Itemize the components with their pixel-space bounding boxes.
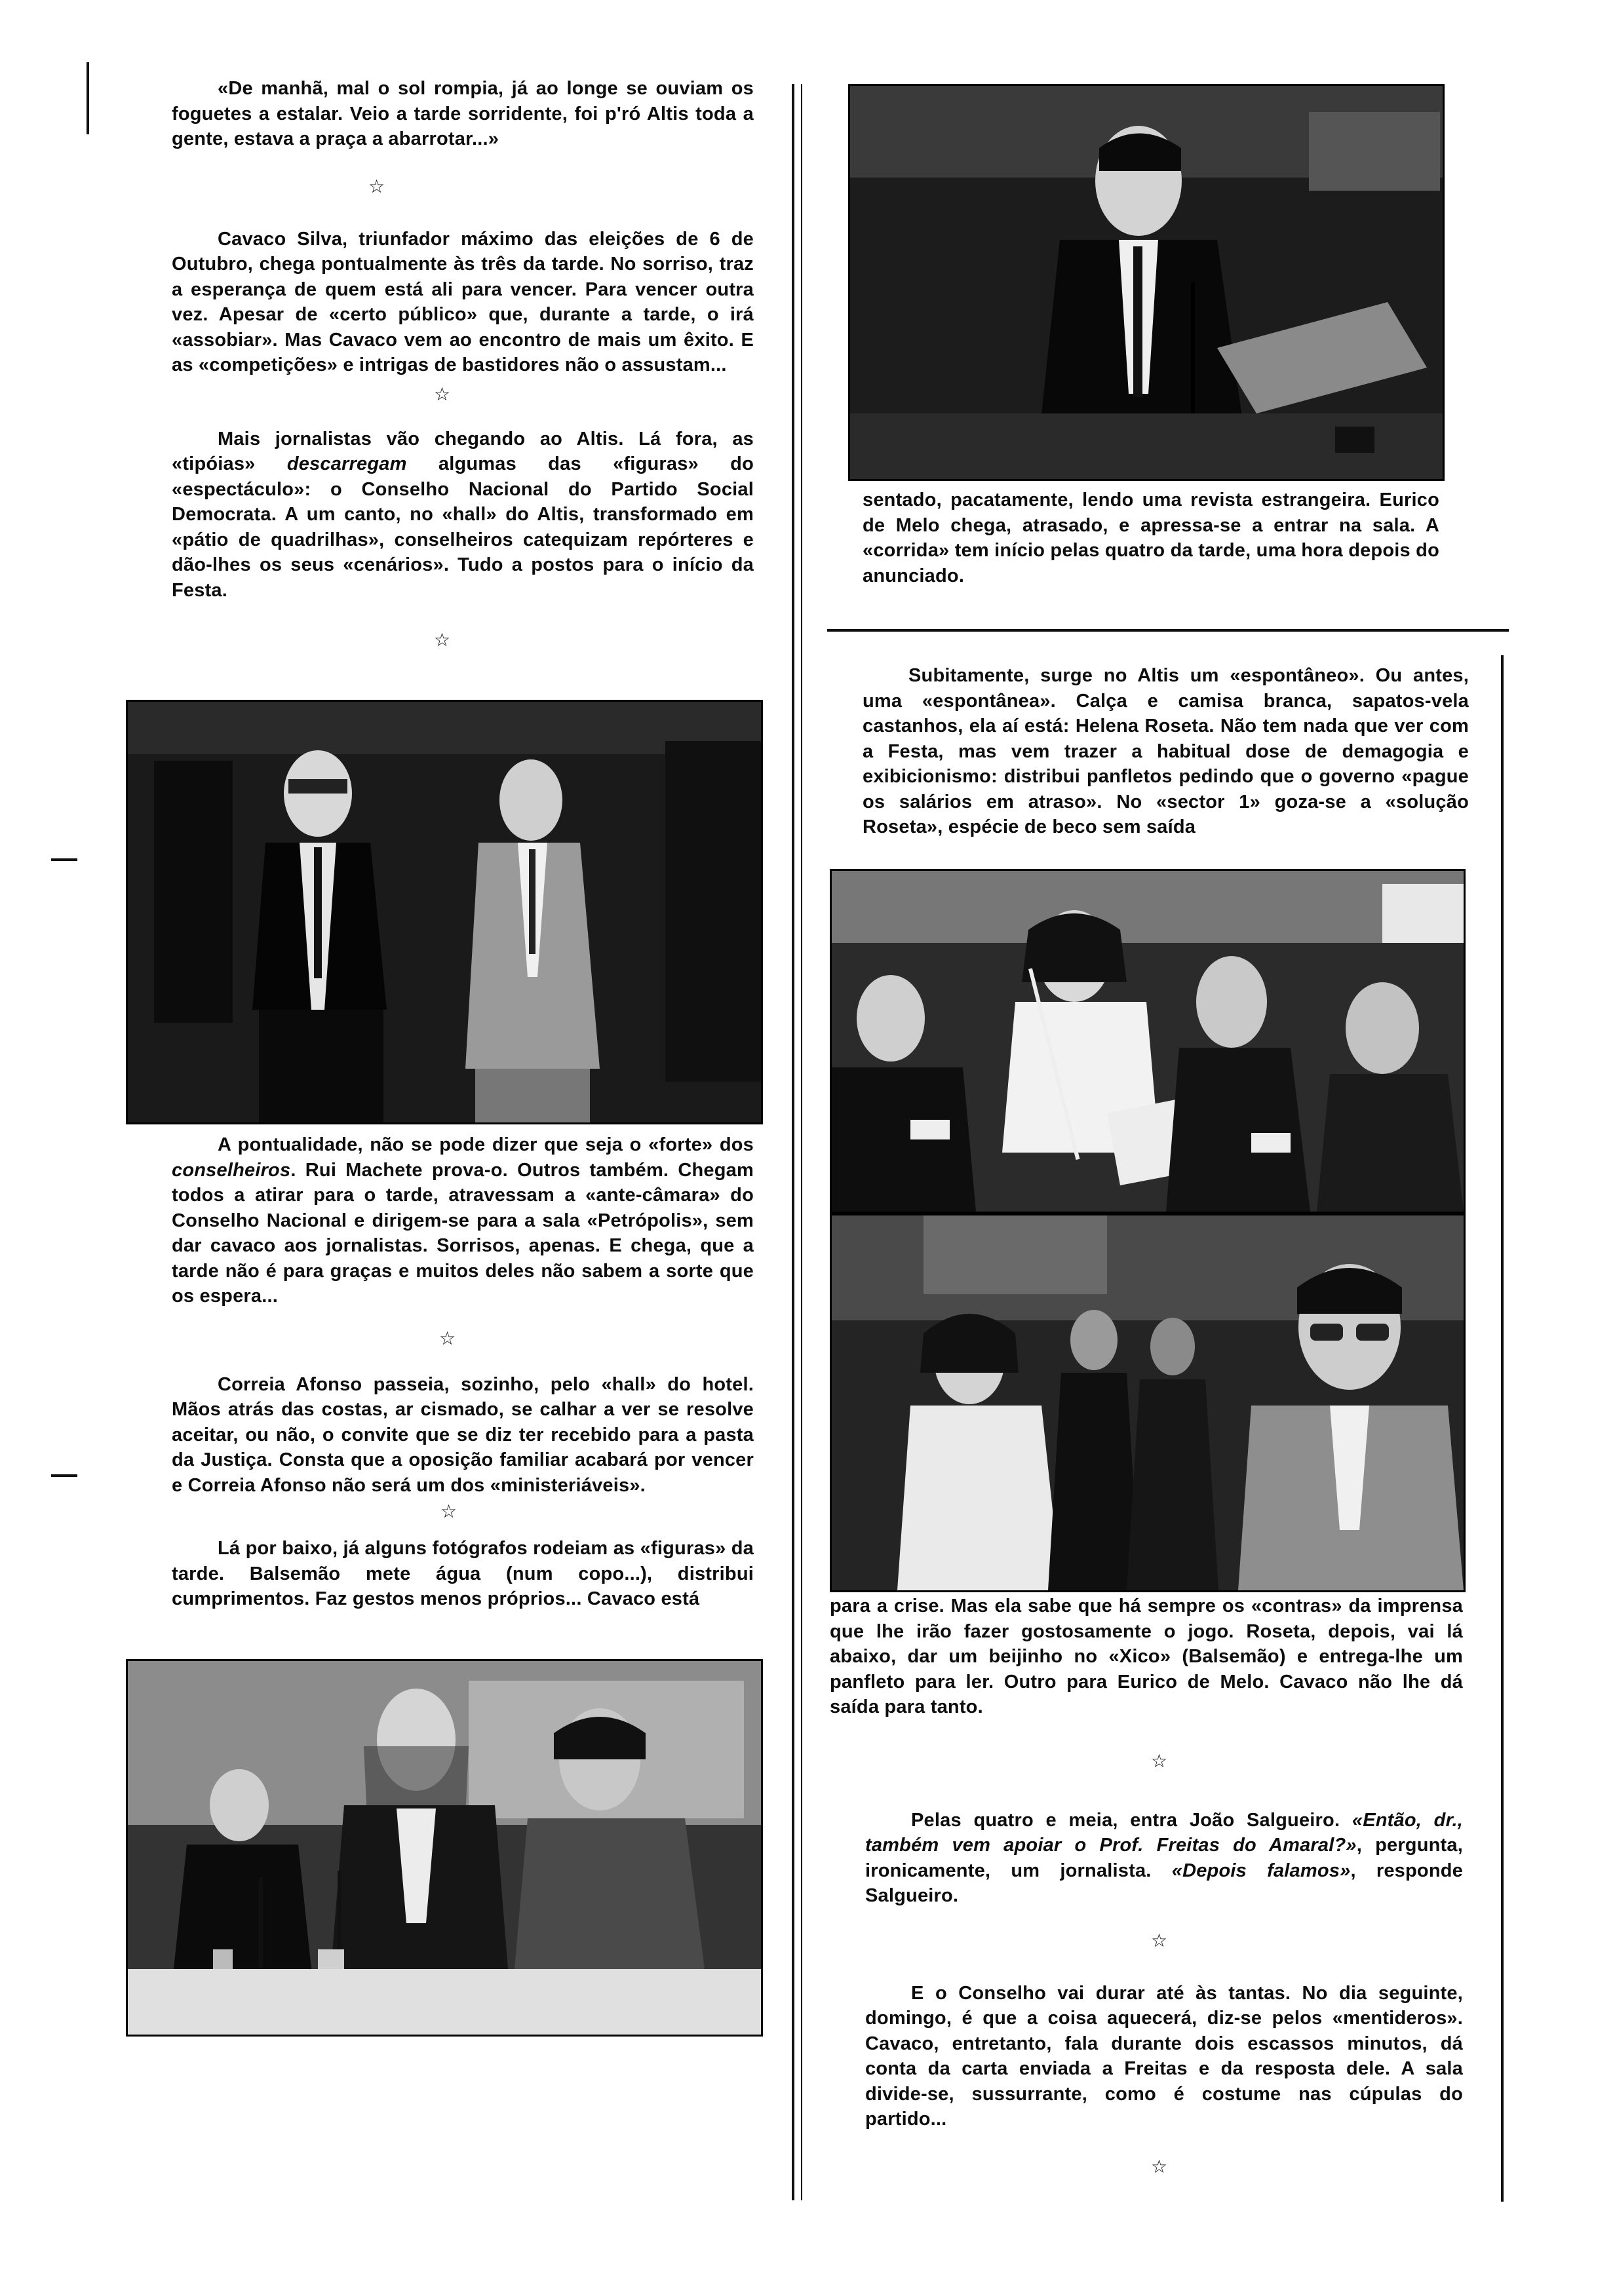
margin-tick <box>51 1474 77 1477</box>
photo-two-men-hall <box>126 700 763 1124</box>
text-run: , responde Salgueiro. <box>865 1860 1463 1906</box>
text-run: algumas das «figuras» do «espectáculo»: o Conselho Nacional do Partido Social Democrata. A um canto, no «hall» do Altis, transformado em «pátio de quadrilhas», conselheiros catequizam repórteres e dão-lhes os seus «cenários». Tudo a postos para o início da Festa. <box>172 453 754 601</box>
right-margin-rule <box>1501 655 1504 2202</box>
column-divider-rule <box>792 84 794 2200</box>
star-divider: ☆ <box>434 630 451 650</box>
text-run: , pergunta, ironicamente, um jornalista. <box>865 1835 1463 1881</box>
paragraph: Correia Afonso passeia, sozinho, pelo «hall» do hotel. Mãos atrás das costas, ar cismado, se calhar a ver se resolve aceitar, ou não, o convite que se diz ter recebido para a pasta da Justiça. Consta que a oposição familiar acabará por vencer e Correia Afonso não será um dos «ministeriáveis». <box>172 1373 754 1496</box>
text-run: Pelas quatro e meia, entra João Salgueiro. <box>911 1809 1352 1831</box>
text-run-italic: descarregam <box>286 453 407 474</box>
paragraph: Subitamente, surge no Altis um «espontâneo». Ou antes, uma «espontânea». Calça e camisa branca, sapatos-vela castanhos, ela aí está: Helena Roseta. Não tem nada que ver com a Festa, mas vem trazer a habitual dose de demagogia e exibicionismo: distribui panfletos pedindo que o governo «pague os salários em atraso». No «sector 1» goza-se a «solução Roseta», espécie de beco sem saída <box>863 665 1469 837</box>
star-divider: ☆ <box>439 1328 456 1349</box>
photo-image <box>832 1215 1464 1590</box>
star-divider: ☆ <box>1151 2156 1168 2177</box>
paragraph <box>172 427 754 603</box>
star-divider: ☆ <box>440 1501 457 1521</box>
left-column-lower <box>172 1132 754 1612</box>
right-column-mid <box>863 663 1469 840</box>
photo-man-reading <box>848 84 1445 481</box>
column-divider-rule-2 <box>801 84 802 2200</box>
text-run: Mais jornalistas vão chegando ao Altis. Lá fora, as «tipóias» <box>172 428 754 474</box>
photo-image <box>128 702 761 1122</box>
paragraph: para a crise. Mas ela sabe que há sempre os «contras» da imprensa que lhe irão fazer gostosamente o jogo. Roseta, depois, vai lá abaixo, dar um beijinho no «Xico» (Balsemão) e entrega-lhe um panfleto para ler. Outro para Eurico de Melo. Cavaco não lhe dá saída para tanto. <box>830 1596 1463 1717</box>
photo-panel-microphones <box>126 1659 763 2037</box>
paragraph: sentado, pacatamente, lendo uma revista estrangeira. Eurico de Melo chega, atrasado, e apressa-se a entrar na sala. A «corrida» tem início pelas quatro da tarde, uma hora depois do anunciado. <box>863 489 1439 586</box>
photo-image <box>128 1661 761 2035</box>
right-column-lower <box>830 1594 1463 2177</box>
photo-roseta-group <box>830 1214 1466 1592</box>
text-run-italic: conselheiros <box>172 1159 291 1181</box>
right-column-top <box>863 488 1439 588</box>
paragraph: E o Conselho vai durar até às tantas. No dia seguinte, domingo, é que a coisa aquecerá, diz-se pelos «mentideros». Cavaco, entretanto, fala durante dois escassos minutos, dá conta da carta enviada a Freitas e da resposta dele. A sala divide-se, sussurrante, como é costume nas cúpulas do partido... <box>865 1982 1463 2130</box>
paragraph <box>172 1132 754 1309</box>
paragraph <box>865 1808 1463 1909</box>
star-divider: ☆ <box>1151 1930 1168 1951</box>
photo-image <box>850 86 1443 479</box>
text-run-italic: «Então, dr., também vem apoiar o Prof. Freitas do Amaral?» <box>865 1809 1463 1856</box>
paragraph: Lá por baixo, já alguns fotógrafos rodeiam as «figuras» da tarde. Balsemão mete água (num copo...), distribui cumprimentos. Faz gestos menos próprios... Cavaco está <box>172 1538 754 1609</box>
paragraph: «De manhã, mal o sol rompia, já ao longe se ouviam os foguetes a estalar. Veio a tarde sorridente, foi p'ró Altis toda a gente, estava a praça a abarrotar...» <box>172 78 754 149</box>
star-divider: ☆ <box>1151 1750 1168 1771</box>
text-run: . Rui Machete prova-o. Outros também. Chegam todos a atirar para o tarde, atravessam a «ante-câmara» do Conselho Nacional e dirigem-se para a sala «Petrópolis», sem dar cavaco aos jornalistas. Sorrisos, apenas. E chega, que a tarde não é para graças e muitos deles não sabem a sorte que os espera... <box>172 1159 754 1307</box>
star-divider: ☆ <box>434 383 451 404</box>
right-box-bottom-rule <box>827 629 1509 632</box>
paragraph: Cavaco Silva, triunfador máximo das eleições de 6 de Outubro, chega pontualmente às três da tarde. No sorriso, traz a esperança de quem está ali para vencer. Para vencer outra vez. Apesar de «certo público» que, durante a tarde, o irá «assobiar». Mas Cavaco vem ao encontro de mais um êxito. E as «competições» e intrigas de bastidores não o assustam... <box>172 228 754 375</box>
photo-image <box>832 871 1464 1212</box>
star-divider: ☆ <box>368 176 385 197</box>
photo-helena-roseta-table <box>830 869 1466 1214</box>
text-run-italic: «Depois falamos» <box>1171 1860 1351 1881</box>
text-run: A pontualidade, não se pode dizer que seja o «forte» dos <box>218 1134 754 1155</box>
left-margin-rule <box>87 62 89 134</box>
left-column <box>172 76 754 650</box>
margin-tick <box>51 858 77 861</box>
